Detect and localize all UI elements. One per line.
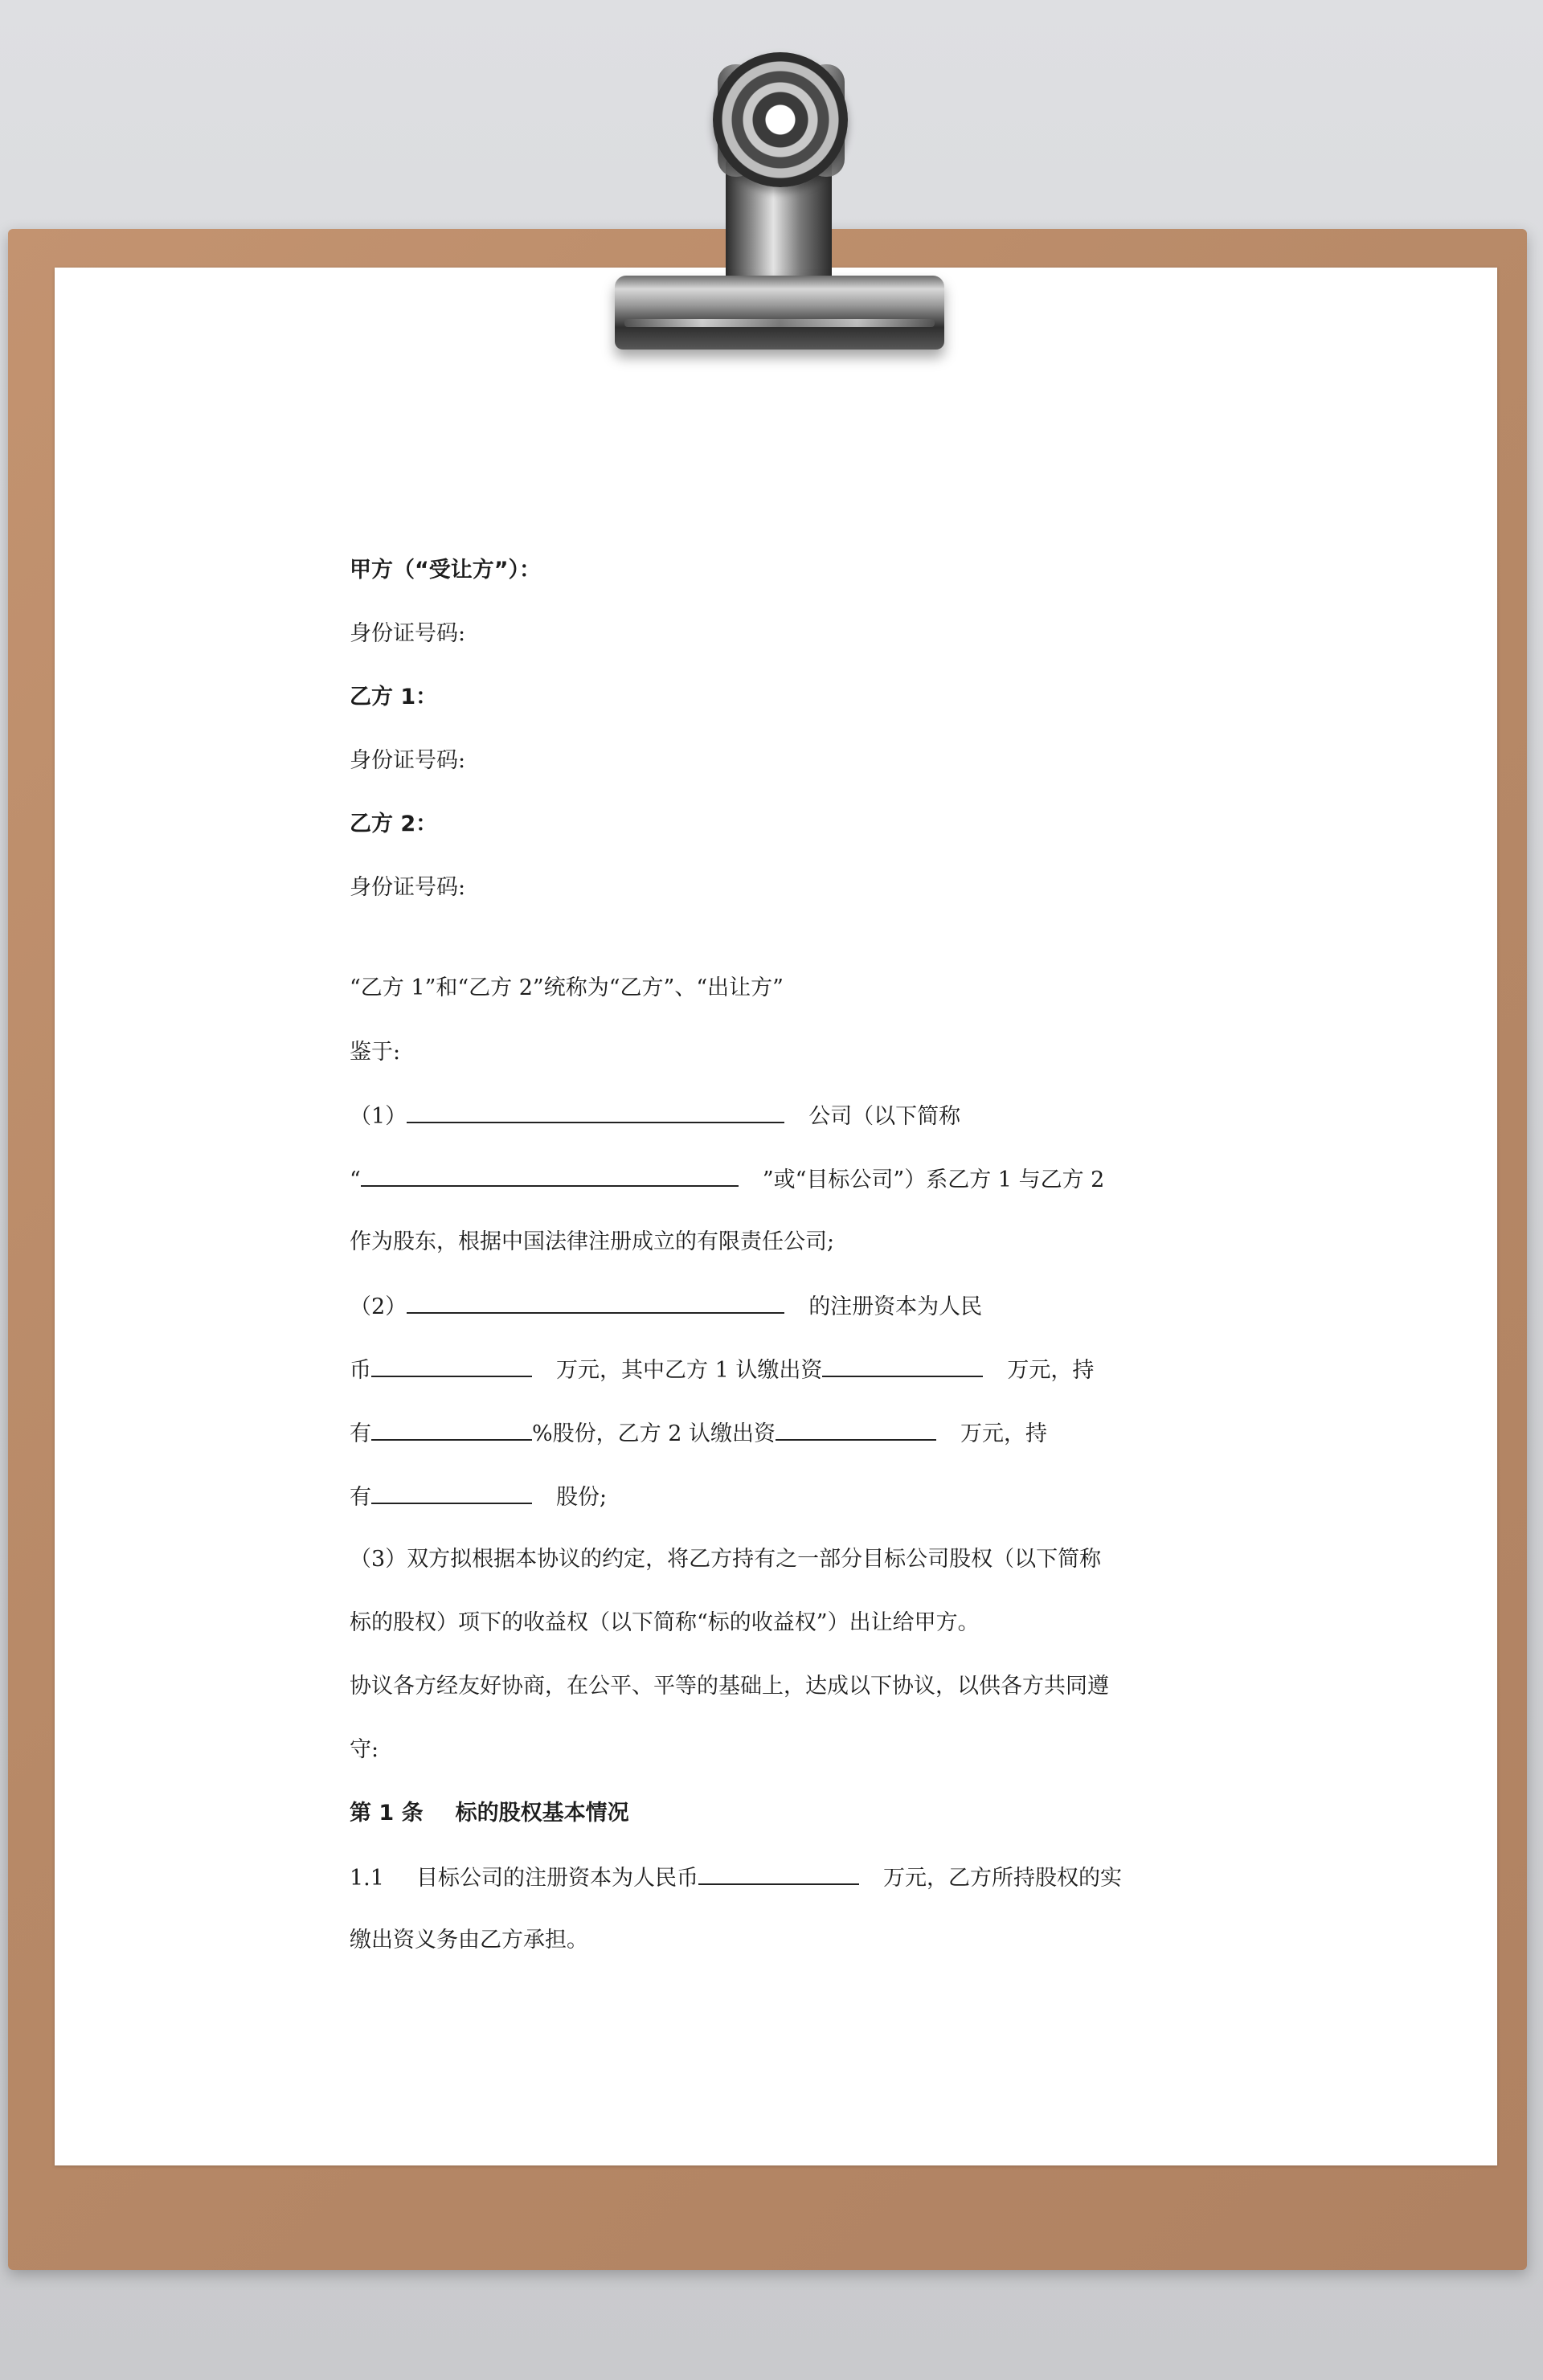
company-name-blank-2[interactable] (407, 1290, 784, 1314)
recital-2-mid: 的注册资本为人民 (808, 1294, 983, 1319)
binder-clip-icon (615, 276, 944, 350)
agreement-intro-line-1: 协议各方经友好协商，在公平、平等的基础上，达成以下协议，以供各方共同遵 (350, 1674, 1109, 1699)
article-1-number: 第 1 条 (350, 1801, 424, 1826)
clause-1-1-text-a: 目标公司的注册资本为人民币 (415, 1866, 698, 1891)
whereas-heading: 鉴于: (350, 1040, 401, 1065)
id-number-label-3: 身份证号码: (350, 875, 466, 900)
b1-share-percent-blank[interactable] (371, 1417, 532, 1441)
registered-capital-blank[interactable] (371, 1353, 532, 1377)
recital-2-hold-2: 万元，持 (960, 1421, 1047, 1446)
collective-definition: “乙方 1”和“乙方 2”统称为“乙方”、“出让方” (350, 975, 784, 1000)
recital-1-line-1 (350, 1099, 960, 1131)
recital-1-line-3: 作为股东，根据中国法律注册成立的有限责任公司; (350, 1229, 835, 1254)
party-a-label: 甲方（“受让方”）： (350, 558, 541, 583)
party-b1-label: 乙方 1： (350, 685, 438, 710)
recital-2-line-3 (350, 1417, 1047, 1449)
recital-1-open-quote: “ (350, 1168, 361, 1192)
clause-1-1-capital-blank[interactable] (698, 1861, 859, 1885)
b2-contribution-blank[interactable] (776, 1417, 936, 1441)
recital-2-shares: 股份; (556, 1485, 608, 1510)
company-short-name-blank[interactable] (361, 1163, 739, 1187)
recital-2-b2-contribution: %股份，乙方 2 认缴出资 (532, 1421, 776, 1446)
recital-2-have-2: 有 (350, 1485, 371, 1510)
id-number-label-2: 身份证号码: (350, 748, 466, 773)
recital-2-line-4 (350, 1480, 607, 1512)
clause-1-1-number: 1.1 (350, 1866, 384, 1891)
recital-2-have-1: 有 (350, 1421, 371, 1446)
recital-2-currency: 币 (350, 1358, 371, 1383)
recital-2-hold-1: 万元，持 (1007, 1358, 1095, 1383)
b2-share-blank[interactable] (371, 1480, 532, 1504)
recital-1-rest: ”或“目标公司”）系乙方 1 与乙方 2 (762, 1168, 1105, 1192)
recital-2-b1-contribution: 万元，其中乙方 1 认缴出资 (556, 1358, 823, 1383)
id-number-label-1: 身份证号码: (350, 621, 466, 646)
recital-2-line-1 (350, 1290, 982, 1322)
article-1-heading (350, 1797, 629, 1830)
party-b2-label: 乙方 2： (350, 812, 438, 836)
recital-1-line-2 (350, 1163, 1104, 1195)
b1-contribution-blank[interactable] (822, 1353, 983, 1377)
article-1-title: 标的股权基本情况 (455, 1801, 629, 1826)
binder-clip-ring-icon (713, 52, 848, 187)
recital-1-prefix: （1） (350, 1104, 407, 1129)
company-name-blank[interactable] (407, 1099, 784, 1123)
clause-1-1-line-2: 缴出资义务由乙方承担。 (350, 1928, 588, 1953)
recital-3-line-1: （3）双方拟根据本协议的约定，将乙方持有之一部分目标公司股权（以下简称 (350, 1547, 1102, 1572)
recital-1-mid: 公司（以下简称 (808, 1104, 961, 1129)
agreement-intro-line-2: 守: (350, 1737, 379, 1762)
recital-2-prefix: （2） (350, 1294, 407, 1319)
recital-2-line-2 (350, 1353, 1094, 1385)
clause-1-1-text-b: 万元，乙方所持股权的实 (882, 1866, 1122, 1891)
clause-1-1-line-1 (350, 1861, 1122, 1893)
recital-3-line-2: 标的股权）项下的收益权（以下简称“标的收益权”）出让给甲方。 (350, 1610, 980, 1635)
